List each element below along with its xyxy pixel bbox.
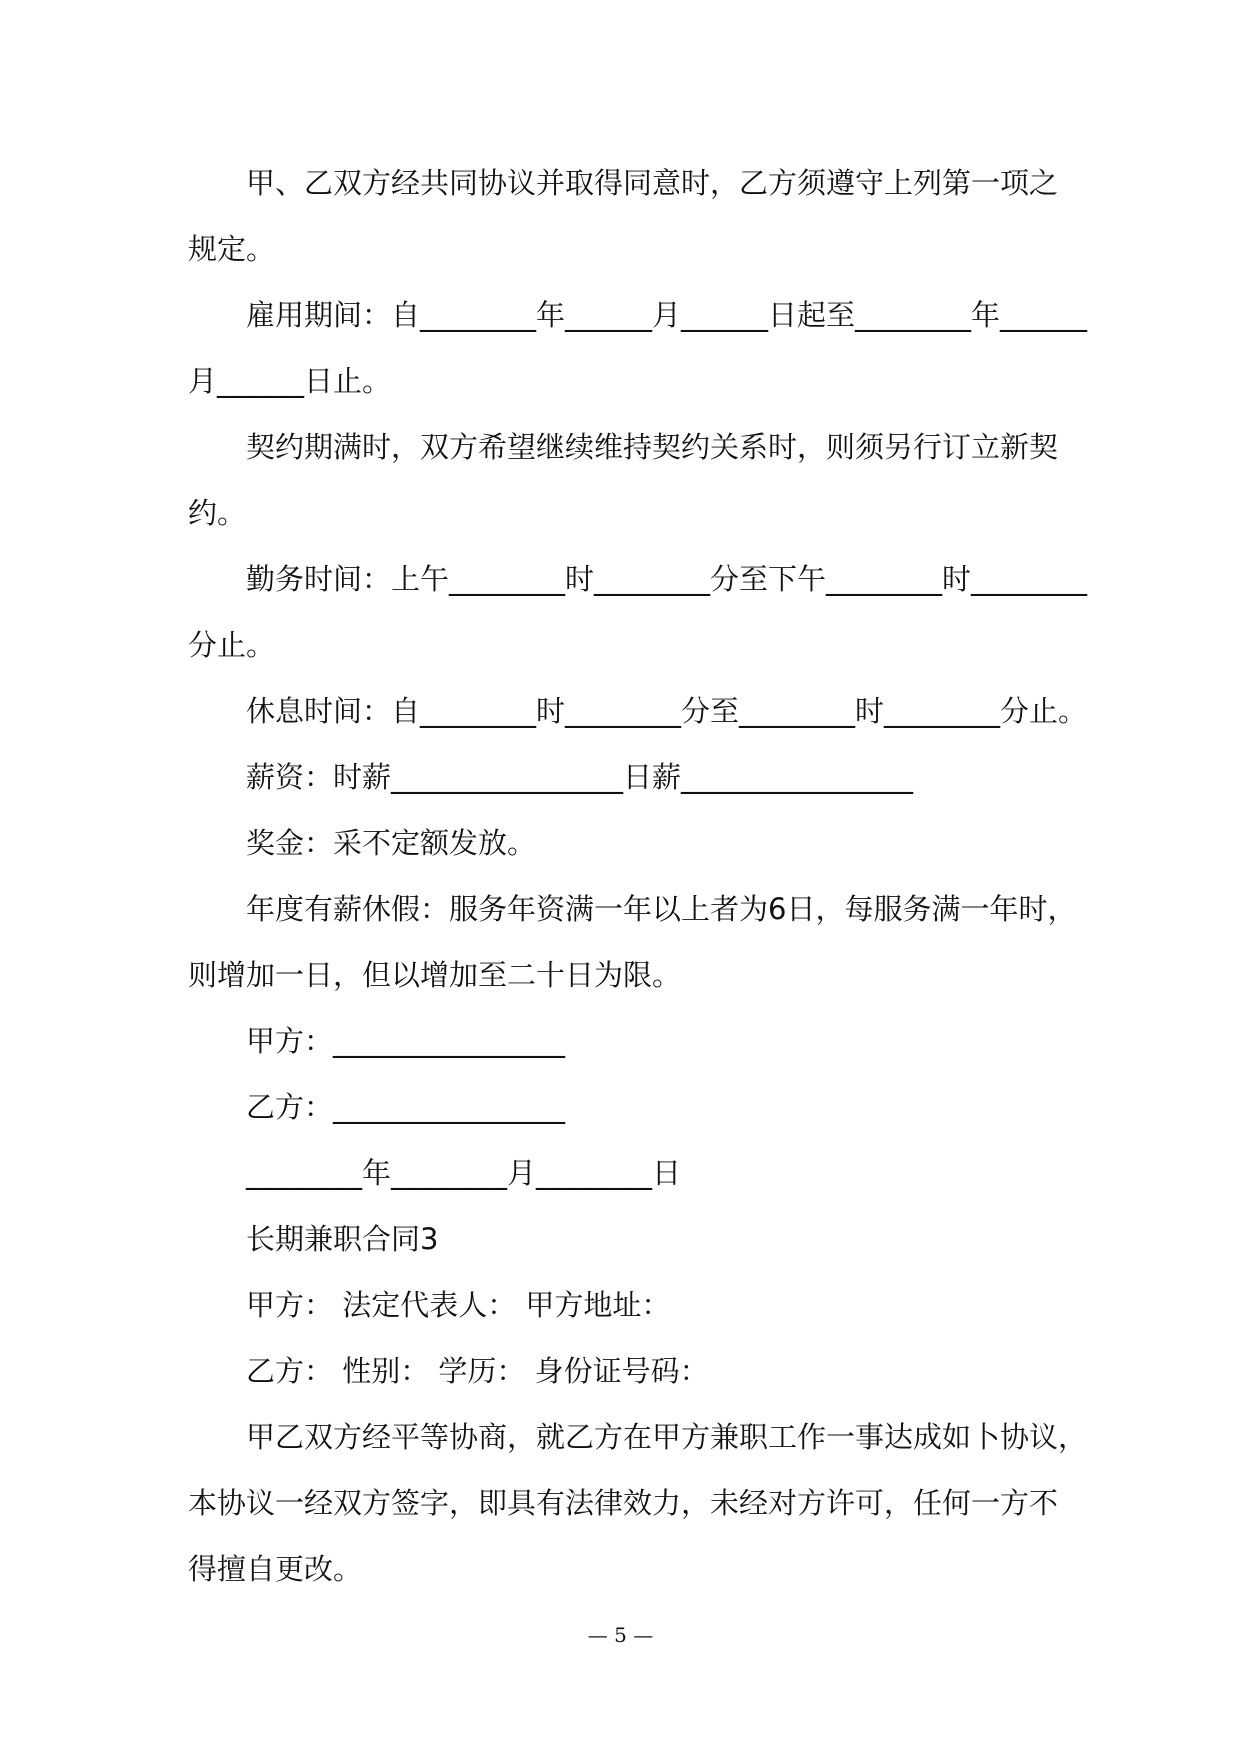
paragraph-line: 甲乙双方经平等协商，就乙方在甲方兼职工作一事达成如卜协议， xyxy=(246,1420,1088,1454)
signature-line-party-a: 甲方：________________ xyxy=(246,1024,566,1058)
paragraph-line: 奖金：采不定额发放。 xyxy=(246,826,537,860)
paragraph-line: 雇用期间：自________年______月______日起至________年______ xyxy=(246,298,1088,332)
section-title: 长期兼职合同3 xyxy=(246,1222,439,1256)
paragraph-line: 年度有薪休假：服务年资满一年以上者为6日，每服务满一年时， xyxy=(246,892,1077,926)
paragraph-line: 契约期满时，双方希望继续维持契约关系时，则须另行订立新契 xyxy=(246,430,1059,464)
paragraph-line: 乙方： 性别： 学历： 身份证号码： xyxy=(246,1354,709,1388)
document-body xyxy=(188,150,1088,1602)
paragraph-line: 得擅自更改。 xyxy=(188,1552,363,1586)
signature-line-party-b: 乙方：________________ xyxy=(246,1090,566,1124)
paragraph-line: 薪资：时薪________________日薪________________ xyxy=(246,760,914,794)
page-number: — 5 — xyxy=(587,1623,654,1647)
paragraph-line: 月______日止。 xyxy=(188,364,392,398)
paragraph-line: 则增加一日，但以增加至二十日为限。 xyxy=(188,958,682,992)
paragraph-line: 约。 xyxy=(188,496,247,530)
paragraph-line: 规定。 xyxy=(188,232,276,266)
date-line: ________年________月________日 xyxy=(246,1156,682,1190)
paragraph-line: 分止。 xyxy=(188,628,276,662)
paragraph-line: 甲方： 法定代表人： 甲方地址： xyxy=(246,1288,671,1322)
paragraph-line: 休息时间：自________时________分至________时________分止。 xyxy=(246,694,1088,728)
paragraph-line: 勤务时间：上午________时________分至下午________时________ xyxy=(246,562,1088,596)
paragraph-line: 甲、乙双方经共同协议并取得同意时，乙方须遵守上列第一项之 xyxy=(246,166,1059,200)
paragraph-line: 本协议一经双方签字，即具有法律效力，未经对方许可，任何一方不 xyxy=(188,1486,1059,1520)
